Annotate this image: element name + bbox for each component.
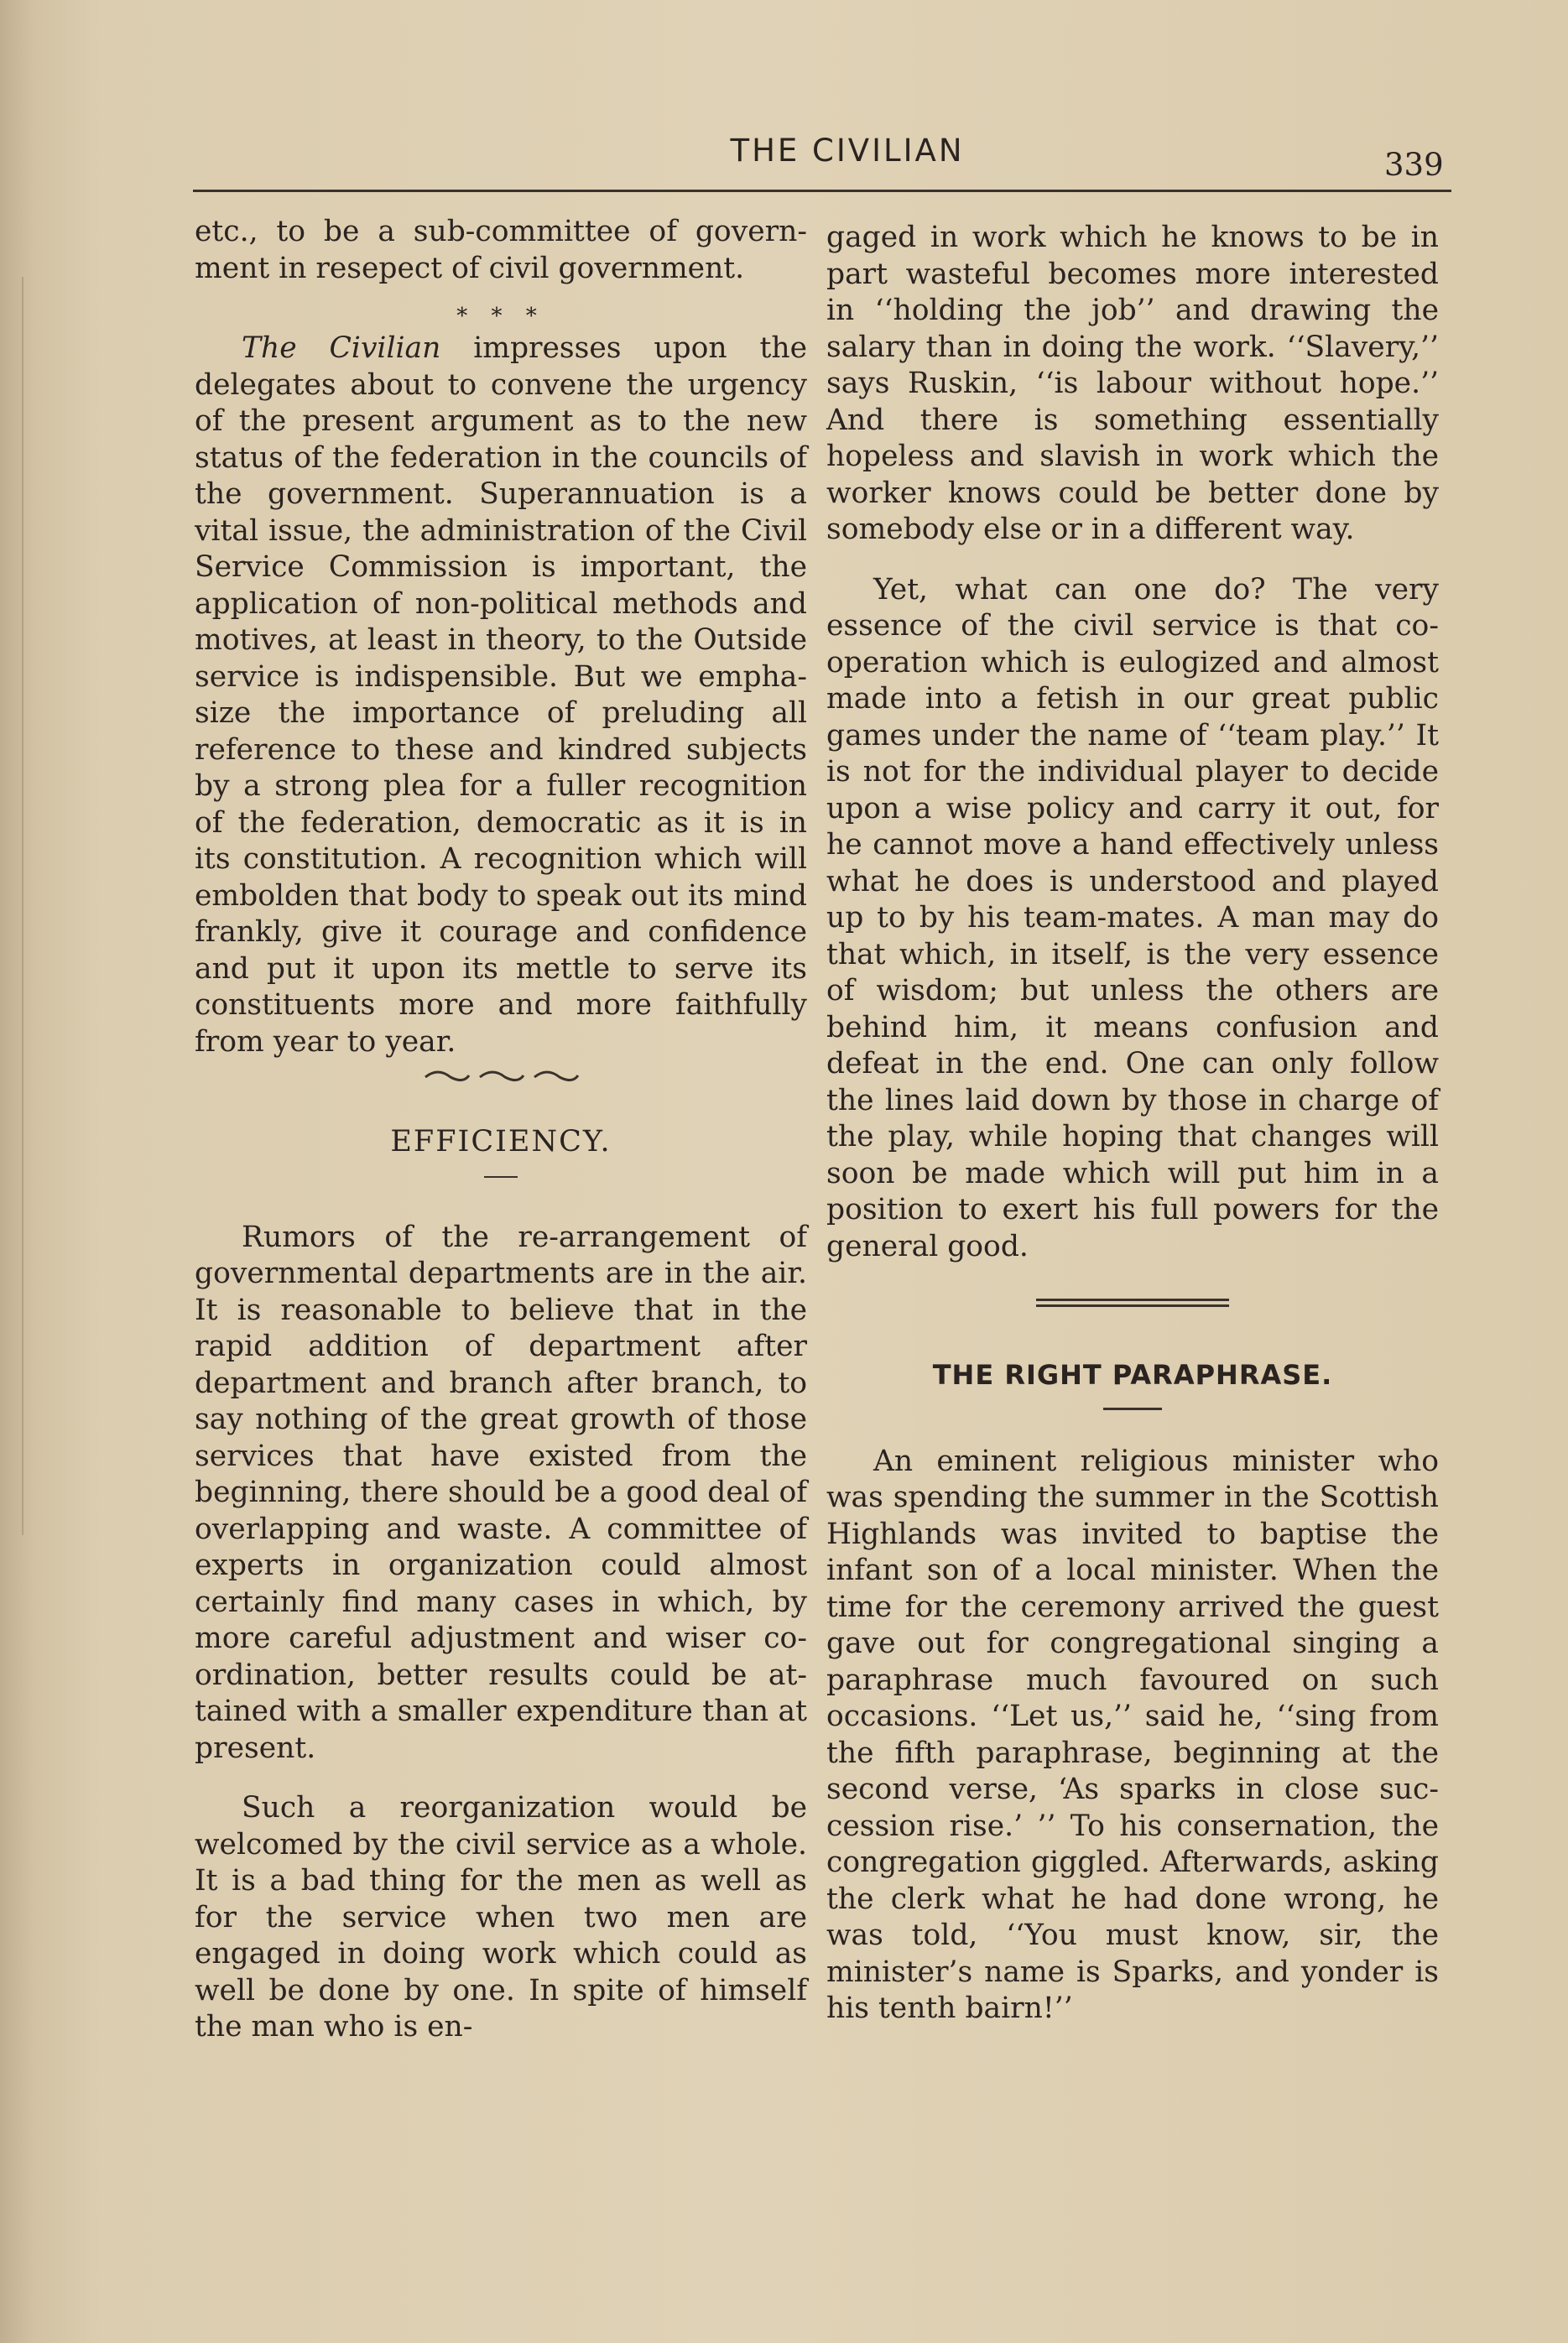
binding-shadow xyxy=(22,277,23,1535)
running-header-title: THE CIVILIAN xyxy=(730,133,965,169)
right-column xyxy=(826,220,1439,2028)
publication-name: The Civilian xyxy=(242,331,441,365)
right-paragraph-continuation: gaged in work which he knows to be in part wasteful becomes more interested in ‘‘holding the job’’ and drawing the salary than in doing the work. ‘‘Slavery,’’ says Ruskin, ‘‘is labour without hope.’’ And there is something essentially hopeless and slavish in work which the worker knows could be better done by somebody else or in a different way. xyxy=(826,221,1439,546)
left-paragraph-continuation: etc., to be a sub-committee of government in resepect of civil government. xyxy=(195,215,807,285)
efficiency-paragraph-1: Rumors of the re-arrangement of governmental departments are in the air. It is reasonable to believe that in the rapid addition of department after department and branch after branch, to say nothing of the great growth of those services that have existed from the beginning, there should be a good deal of overlapping and waste. A committee of experts in organization could almost certainly find many cases in which, by more careful adjustment and wiser co-ordination, better results could be attained with a smaller expenditure than at present. xyxy=(195,1220,807,1765)
left-column xyxy=(195,214,807,2046)
section-separator: * * * xyxy=(456,304,545,329)
efficiency-paragraph-2: Such a reorganization would be welcomed by the civil service as a whole. It is a bad thing for the men as well as for the service when two men are engaged in doing work which could as well be done by one. In spite of himself the man who is en- xyxy=(195,1791,807,2044)
right-paragraph-teamplay: Yet, what can one do? The very essence of the civil service is that cooperation which is eulogized and almost made into a fetish in our great public games under the name of ‘‘team play.’’ It is not for the individual player to decide upon a wise policy and carry it out, for he cannot move a hand effectively unless what he does is understood and played up to by his team-mates. A man may do that which, in itself, is the very essence of wisdom; but unless the others are behind him, it means confusion and defeat in the end. One can only follow the lines laid down by those in charge of the play, while hoping that changes will soon be made which will put him in a position to exert his full powers for the general good. xyxy=(826,572,1439,1263)
double-rule xyxy=(1036,1299,1229,1307)
paraphrase-paragraph: An eminent religious minister who was spending the summer in the Scottish Highlands was invited to baptise the infant son of a local minister. When the time for the ceremony arrived the guest gave out for congregational singing a paraphrase much favoured on such occasions. ‘‘Let us,’’ said he, ‘‘sing from the fifth paraphrase, beginning at the second verse, ‘As sparks in close succession rise.’ ’’ To his consernation, the congregation giggled. Afterwards, asking the clerk what he had done wrong, he was told, ‘‘You must know, sir, the minister’s name is Sparks, and yonder is his tenth bairn!’’ xyxy=(826,1444,1439,2025)
left-paragraph-civilian xyxy=(195,331,807,1060)
left-paragraph-civilian-text: impresses upon the delegates about to convene the urgency of the present argument as to the new status of the federation in the councils of the government. Superannuation is a vital issue, the administration of the Civil Service Commission is important, the application of non-political methods and motives, at least in theory, to the Outside service is indispensible. But we emphasize the importance of preluding all reference to these and kindred subjects by a strong plea for a fuller recognition of the federation, democratic as it is in its constitution. A recognition which will embolden that body to speak out its mind frankly, give it courage and confidence and put it upon its mettle to serve its constituents more and more faithfully from year to year. xyxy=(195,331,807,1059)
page-number: 339 xyxy=(1384,147,1444,183)
paraphrase-heading: THE RIGHT PARAPHRASE. xyxy=(932,1359,1333,1391)
efficiency-rule xyxy=(484,1176,518,1178)
wave-ornament xyxy=(195,1060,807,1119)
header-rule xyxy=(193,190,1451,192)
paraphrase-rule xyxy=(1103,1408,1162,1410)
efficiency-heading: EFFICIENCY. xyxy=(390,1125,612,1158)
